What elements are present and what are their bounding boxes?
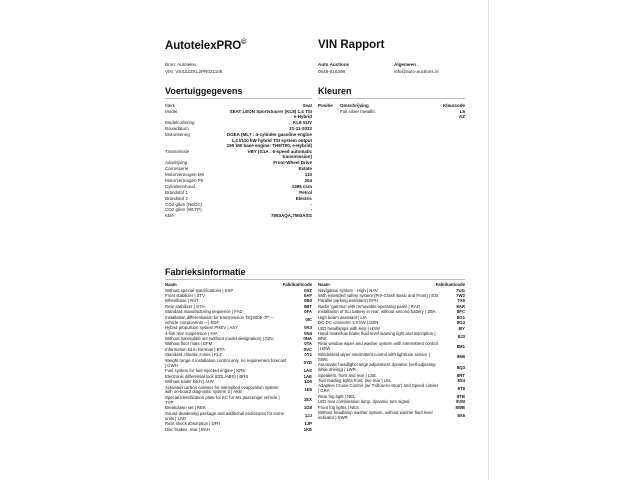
fabrieks-naam: 4-link rear suspension | HIA [165,330,218,336]
fabrieks-code: 0IC [305,317,312,323]
fabrieks-code: 8G1 [456,314,465,320]
fabrieks-code: 8M1 [456,343,465,349]
voertuig-label: Model [165,108,178,114]
voertuig-rule [165,98,312,99]
fabrieks-naam: Disc brakes, rear | BAH [165,426,210,432]
kleur-omschrijving [340,114,425,120]
voertuig-value: - [310,207,312,213]
voertuig-label: Carrosserie [165,166,189,172]
fabrieks-naam: Weight range 4 installation control only, no requirement forecast | GWH [165,357,287,368]
voertuig-label: Motorvermogen PK [165,178,204,184]
fabrieks-code: 1KE [303,426,312,432]
fabrieks-code: 8VM [456,399,465,405]
fabrieks-code: 1EX [303,397,312,403]
fabrieks-code: 0YD [303,360,312,366]
fabrieks-naam: Without trailer hitch | AHV [165,379,214,385]
voertuig-row [165,213,312,219]
fabrieks-code: 7W2 [456,292,465,298]
voertuig-label: Bouwdatum [165,126,189,132]
contact-email[interactable]: info@auto-auctions.nl [394,69,439,74]
fabrieks-naam: High beam assistant | LIA [318,314,367,320]
voertuig-label: Brandstof 1 [165,189,189,195]
voertuig-value: 204 [304,178,312,184]
voertuig-row [165,178,312,184]
fabrieks-naam: Without headlamp washer system, without washer fluid level indicator | SWR [318,410,433,421]
report-title: VIN Rapport [318,39,385,51]
fabrieks-code: 8Q3 [456,364,465,370]
fabrieks-col-right [318,283,465,422]
fabrieks-naam: Standard manufacturing sequence | FAD [165,309,243,315]
fabrieks-code: 0NA [303,336,312,342]
fabrieks-naam: LED rear combination lamp, dynamic turn signal [318,399,410,405]
voertuig-row [165,126,312,132]
col-naam: Naam [165,282,177,287]
kleuren-row [318,114,465,120]
fabrieks-naam: Windshield wiper intermittent control with light/rain sensor | SWS [318,351,430,362]
kleur-positie [318,114,340,120]
fabrieks-naam: Installation differentiation for transmission 'DQ400E-7F' -- vehicle components -- | EDF [165,314,274,325]
fabrieks-code: 8N6 [457,354,465,360]
fabrieks-naam: Without special specifications | SSP [165,287,234,293]
fabrieks-naam: Navigation system - High | NAV [318,287,378,293]
voertuig-row [165,160,312,166]
voertuig-value: VBY (G1A : 6-speed automatic transmission) [247,148,312,160]
voertuig-value: Petrol [299,189,312,195]
fabrieks-naam: Information kit in German | BTA [165,346,225,352]
voertuig-label: Merk [165,103,175,108]
kleur-omschrijving: Foil silver metallic [340,108,376,114]
voertuig-heading: Voertuiggegevens [165,86,243,96]
fabrieks-code: 8FC [456,309,465,315]
voertuig-value: KL8 SUV [292,120,312,126]
col-kleurcode: Kleurcode [442,103,465,108]
voertuig-row [165,202,312,208]
fabrieks-code: 8IY [458,325,465,331]
fabrieks-code: 8RT [456,372,465,378]
voertuig-label: Aandrijving [165,160,188,166]
kleuren-table [318,103,465,120]
voertuig-label: Motorisering [165,132,190,138]
fabrieks-code: 1G8 [303,405,312,411]
voertuig-row [165,109,312,120]
voertuig-row [165,132,312,149]
fabrieks-naam: Rear fog light | NEL [318,393,356,399]
fabrieks-naam: Breakdown set | REK [165,405,206,411]
fabrieks-naam: Installation of SLI battery in rear, without second battery | ZBA [318,309,436,315]
fabrieks-code: 1D0 [304,379,312,385]
col-fabrikantcode: Fabrikantcode [435,282,465,287]
kleuren-rule [318,98,465,99]
source-line: Bron: Autotelex [165,62,197,67]
fabrieks-naam: Standard climatic zones | KLZ [165,352,223,358]
fabrieks-rule [165,279,465,280]
voertuig-label: KBA [165,213,175,219]
voertuig-label: Transmissie [165,148,190,154]
voertuig-value: 1395 ccm [291,183,312,189]
fabrieks-row [165,428,312,433]
fabrieks-code: 0B3 [304,298,312,304]
contact-label: Algemeen . [394,62,419,67]
fabrieks-naam: Hybrid propulsion system PHEV | ASY [165,325,238,331]
voertuig-row [165,172,312,178]
fabrieks-naam: Sound deadening package and additional enclosures for some units | LSD [165,410,284,421]
voertuig-row [165,120,312,126]
dealer-name: Auto Auctions [318,62,350,67]
fabrieks-code: 1AS [303,368,312,374]
voertuig-label: Motorvermogen kW [165,172,205,178]
voertuig-label: CO2 g/km (WLTP) [165,207,202,213]
fabrieks-row [318,353,465,363]
fabrieks-code: 8S4 [457,378,465,384]
fabrieks-code: 0TA [304,341,312,347]
fabrieks-code: 0SZ [304,287,312,293]
dealer-phone: 0548-516398 [318,69,346,74]
voertuig-row [165,196,312,202]
fabrieks-code: 7X5 [457,298,465,304]
fabrieks-code: 0FA [304,309,312,315]
fabrieks-code: 8T8 [457,385,465,391]
fabrieks-code: 7UG [456,287,465,293]
fabrieks-naam: Rear stabilizer | STH [165,303,205,309]
header-contact-block [394,61,439,75]
fabrieks-naam: Automatic headlight-range adjustment dynamic (self-adjusting while driving) | LWR [318,362,436,373]
fabrieks-naam: LED headlamps with lens | HSW [318,325,381,331]
fabrieks-col-left [165,283,312,433]
kleuren-heading: Kleuren [318,86,352,96]
fabrieks-naam: Without floor mats | EFM [165,341,213,347]
kleur-code: AZ [459,114,465,120]
voertuig-label: Brandstof 2 [165,195,189,201]
fabrieks-naam: Adaptive Cruise Control (w/ 'Follow-to-Stop') and Speed Limiter | GRA [318,383,439,394]
fabrieks-naam: Radio 'gamma' with removable operating panel | RAO [318,303,421,309]
fabrieks-code: 8TB [456,393,465,399]
voertuig-value: 110 [304,172,312,178]
fabrieks-code: 0Y1 [304,352,312,358]
voertuig-value: DGEA (ML7 : 4-cylinder gasoline engine 1,4 l/110 kW hybrid TSI system output 150 kW base engine: TH8/T00, e-Hybrid) [226,132,312,149]
fabrieks-row [318,411,465,421]
voertuig-label: CO2 g/km (NEDC) [165,201,203,207]
col-naam: Naam [318,282,330,287]
fabrieks-row [318,332,465,342]
fabrieks-naam: Front stabilizer | STV [165,292,206,298]
fabrieks-code: 0N4 [304,330,312,336]
fabrieks-row [165,316,312,326]
fabrieks-row [318,363,465,373]
voertuig-value: 21-11-2022 [289,126,312,132]
fabrieks-row [318,342,465,352]
fabrieks-code: 8J3 [457,333,465,339]
fabrieks-naam: Without nameplate set (without model designation) | SZU [165,336,274,342]
copyright-mark: © [241,39,247,46]
voertuig-row [165,149,312,160]
fabrieks-code: 1JJ [304,413,312,419]
fabrieks-naam: Activated carbon canister for intensified evaporation system with on-board diagnostic system 2 | AKB [165,384,279,395]
voertuig-value: 7593AQA,7593ASG [270,213,312,219]
fabrieks-naam: DC-DC converter 3.0 kW | GEN [318,320,379,326]
fabrieks-code: 8X6 [457,412,465,418]
fabrieks-naam: Hand brake/low brake fluid level warning light and inscription | BRK [318,331,436,342]
fabrieks-naam: Wheelbase | RST [165,298,199,304]
voertuig-table [165,103,312,219]
fabrieks-row [165,412,312,422]
voertuig-value: - [310,201,312,207]
voertuig-value: SEAT LEON Sportstourer (KL8) 1.4 TSI e-Hybrid [229,108,312,120]
fabrieks-row [318,384,465,394]
kleur-code: L5 [459,108,465,114]
fabrieks-code: 8G3 [456,320,465,326]
fabrieks-code: 0BT [303,303,312,309]
fabrieks-code: 1E5 [304,387,312,393]
fabrieks-naam: Parallel parking assistant | EPH [318,298,379,304]
fabrieks-naam: Rear window wiper and washer system with intermittent control | HEW [318,341,438,352]
voertuig-value: Estate [298,166,312,172]
fabrieks-naam: With extended safety system (Pre-Crash Basic and Front) | ESI [318,292,439,298]
voertuig-row [165,166,312,172]
fabrieks-code: 1JP [304,421,312,427]
voertuig-value: Seat [302,103,312,108]
voertuig-row [165,207,312,213]
header-dealer-block [318,61,349,75]
fabrieks-row [165,396,312,406]
col-omschrijving: Omschrijving [340,103,369,108]
fabrieks-code: 0AF [303,292,312,298]
page-edge [488,0,489,480]
voertuig-row [165,103,312,109]
fabrieks-naam: Front fog lights | NES [318,404,359,410]
fabrieks-code: 0VC [303,346,312,352]
fabrieks-heading: Fabrieksinformatie [165,267,246,277]
voertuig-value: Front-Wheel Drive [273,160,312,166]
col-fabrikantcode: Fabrikantcode [282,282,312,287]
fabrieks-code: 0K3 [304,325,312,331]
fabrieks-naam: Rear shock absorption | DFH [165,421,221,427]
fabrieks-code: 1AE [303,373,312,379]
fabrieks-row [165,386,312,396]
col-positie: Positie [318,103,333,108]
fabrieks-naam: Speakers, front and rear | LSE [318,372,376,378]
fabrieks-naam: Special identification plate for EC for M1 passenger vehicle | TYP [165,394,280,405]
header-source-block [165,61,222,75]
voertuig-row [165,184,312,190]
voertuig-row [165,190,312,196]
voertuig-label: Modelcodering [165,120,195,126]
fabrieks-code: 8AR [456,303,465,309]
voertuig-label: Cylinderinhoud [165,183,196,189]
fabrieks-naam: Electronic differential lock (EDL/ABS) | BRS [165,373,249,379]
fabrieks-row [165,359,312,369]
fabrieks-code: 8WB [455,404,465,410]
vin-line: VIN: VSSZZZKL2PR021106 [165,69,223,74]
autotelex-logo: AutotelexPRO© [165,39,247,52]
voertuig-value: Electric [295,195,312,201]
fabrieks-naam: Fuel system for fuel-injected engine | KRS [165,368,246,374]
fabrieks-naam: Two reading lights front, two rear | LEL [318,378,392,384]
